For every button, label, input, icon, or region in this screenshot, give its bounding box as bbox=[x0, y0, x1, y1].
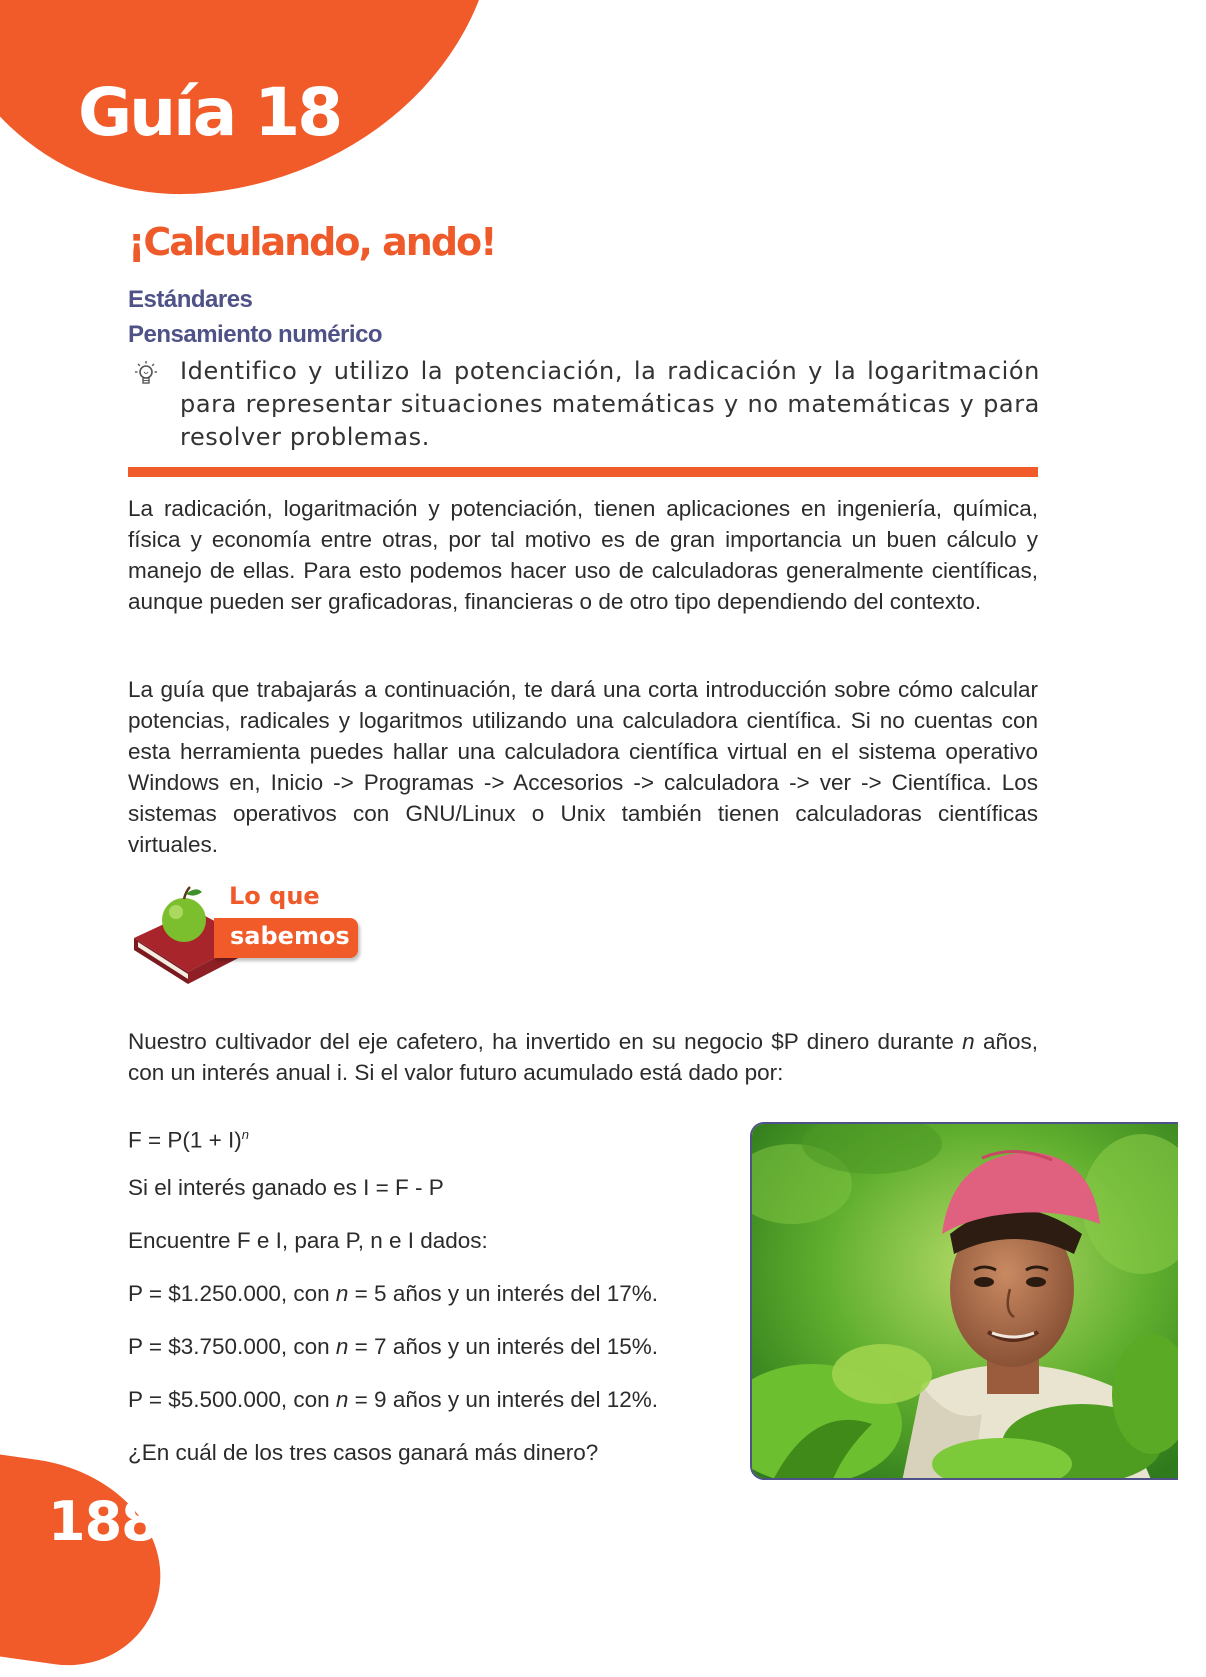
badge-label-line2: sabemos bbox=[230, 922, 350, 950]
lightbulb-icon bbox=[133, 360, 159, 388]
case-2: P = $3.750.000, con n = 7 años y un interés del 15%. bbox=[128, 1334, 658, 1359]
problem-statement: Nuestro cultivador del eje cafetero, ha invertido en su negocio $P dinero durante n años, con un interés anual i. Si el valor futuro acumulado está dado por: bbox=[128, 1029, 1038, 1085]
case-1: P = $1.250.000, con n = 5 años y un interés del 17%. bbox=[128, 1281, 658, 1306]
intro-paragraph-2: La guía que trabajarás a continuación, te dará una corta introducción sobre cómo calcular potencias, radicales y logaritmos utilizando una calculadora científica. Si no cuentas con esta herramienta puedes hallar una calculadora científica virtual en el sistema operativo Windows en, Inicio -> Programas -> Accesorios -> calculadora -> ver -> Científica. Los sistemas operativos con GNU/Linux o Unix también tienen calculadoras científicas virtuales. bbox=[128, 677, 1038, 857]
standards-area: Pensamiento numérico bbox=[128, 321, 383, 348]
standard-text: Identifico y utilizo la potenciación, la radicación y la logaritmación para representar situaciones matemáticas y no matemáticas y para resolver problemas. bbox=[180, 357, 1040, 451]
badge-label-line1: Lo que bbox=[229, 882, 320, 910]
intro-paragraph-1: La radicación, logaritmación y potenciación, tienen aplicaciones en ingeniería, química, física y economía entre otras, por tal motivo es de gran importancia un buen cálculo y manejo de ellas. Para esto podemos hacer uso de calculadoras generalmente científicas, aunque pueden ser graficadoras, financieras o de otro tipo dependiendo del contexto. bbox=[128, 496, 1038, 614]
formula: $F = P(1 + I)^n$ bbox=[128, 1127, 250, 1153]
section-divider bbox=[128, 467, 1038, 477]
page-title: ¡Calculando, ando! bbox=[128, 220, 496, 264]
guide-label: Guía 18 bbox=[78, 74, 341, 151]
interest-definition: Si el interés ganado es I = F - P bbox=[128, 1175, 444, 1200]
case-3: P = $5.500.000, con n = 9 años y un interés del 12%. bbox=[128, 1387, 658, 1412]
task-instruction: Encuentre F e I, para P, n e I dados: bbox=[128, 1228, 488, 1253]
page-number: 188 bbox=[48, 1490, 158, 1553]
footer-orange-shape bbox=[0, 1447, 175, 1677]
question: ¿En cuál de los tres casos ganará más dinero? bbox=[128, 1440, 599, 1465]
farmer-photo bbox=[750, 1122, 1178, 1480]
standards-heading: Estándares bbox=[128, 286, 253, 313]
